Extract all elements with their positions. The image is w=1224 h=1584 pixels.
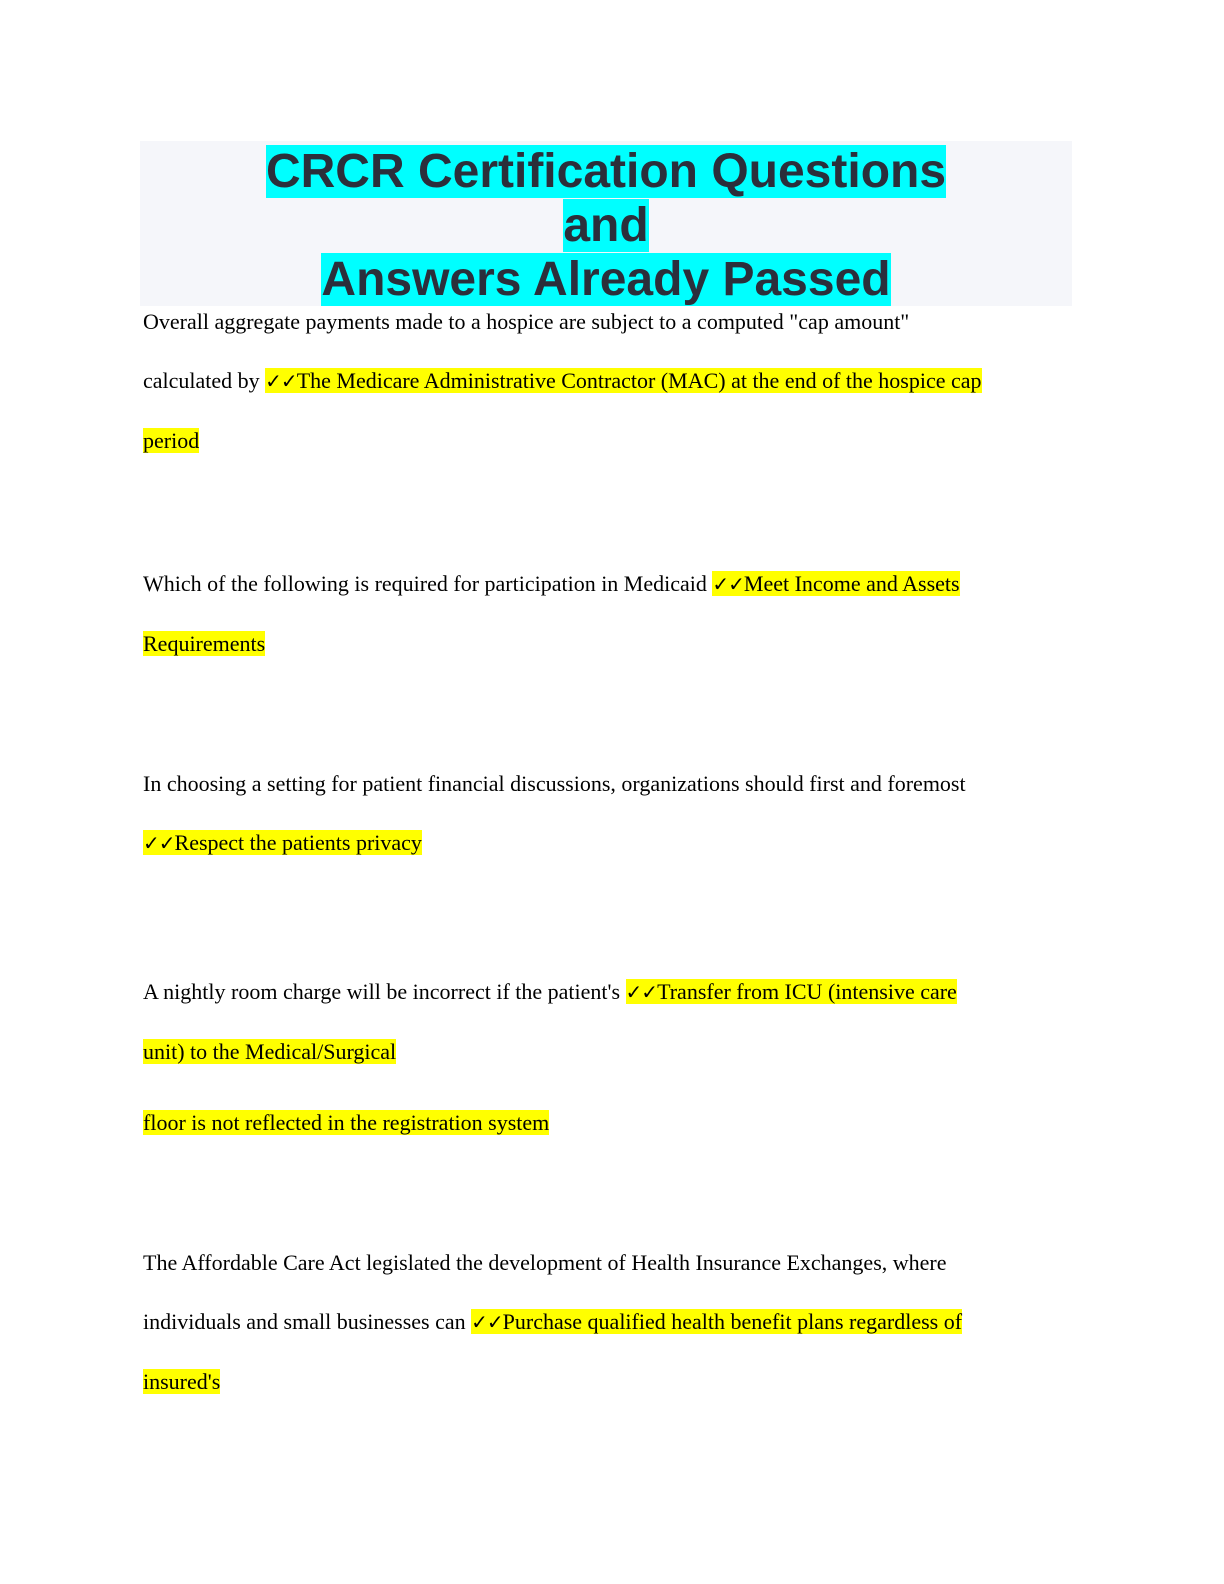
answer-text: The Medicare Administrative Contractor (MAC) at the end of the hospice cap <box>296 368 982 393</box>
answer-text: Requirements <box>143 631 266 656</box>
double-check-icon: ✓✓ <box>143 831 175 855</box>
title-banner <box>140 141 1072 306</box>
answer-line <box>143 1352 1063 1411</box>
question-line <box>143 351 1063 411</box>
double-check-icon: ✓✓ <box>471 1310 503 1334</box>
answer-text: unit) to the Medical/Surgical <box>143 1039 397 1064</box>
answer-line <box>143 1022 1063 1081</box>
answer-line <box>143 1093 1063 1152</box>
answer-highlight <box>143 830 422 855</box>
answer-text: Respect the patients privacy <box>174 830 422 855</box>
qa-item-2 <box>143 554 1063 673</box>
answer-highlight <box>626 979 957 1004</box>
qa-item-4 <box>143 962 1063 1152</box>
question-line <box>143 1292 1063 1352</box>
question-text: Overall aggregate payments made to a hospice are subject to a computed "cap amount" <box>143 309 910 334</box>
answer-text: Purchase qualified health benefit plans regardless of <box>502 1309 963 1334</box>
double-check-icon: ✓✓ <box>625 980 658 1004</box>
question-text: In choosing a setting for patient financial discussions, organizations should first and foremost <box>143 771 966 796</box>
question-text: individuals and small businesses can <box>143 1309 472 1334</box>
question-text: Which of the following is required for participation in Medicaid <box>143 571 713 596</box>
qa-item-1 <box>143 292 1063 470</box>
question-text: The Affordable Care Act legislated the development of Health Insurance Exchanges, where <box>143 1250 947 1275</box>
question-line <box>143 292 1063 351</box>
double-check-icon: ✓✓ <box>265 369 297 393</box>
qa-item-5 <box>143 1233 1063 1411</box>
answer-line <box>143 813 1063 873</box>
answer-text: Meet Income and Assets <box>743 571 960 596</box>
answer-text: floor is not reflected in the registration system <box>143 1110 550 1135</box>
answer-text: period <box>143 428 200 453</box>
question-line <box>143 1233 1063 1292</box>
answer-text: Transfer from ICU (intensive care <box>657 979 957 1004</box>
page-title-line-1: CRCR Certification Questions and <box>265 145 947 252</box>
page-title-line-2: Answers Already Passed <box>321 253 891 306</box>
question-line <box>143 962 1063 1022</box>
question-text: calculated by <box>143 368 266 393</box>
question-line <box>143 554 1063 614</box>
answer-highlight <box>265 368 981 393</box>
answer-highlight <box>712 571 959 596</box>
question-text: A nightly room charge will be incorrect if the patient's <box>143 979 626 1004</box>
qa-item-3 <box>143 754 1063 873</box>
answer-text: insured's <box>143 1369 221 1394</box>
answer-line <box>143 614 1063 673</box>
double-check-icon: ✓✓ <box>712 572 744 596</box>
question-line <box>143 754 1063 813</box>
answer-line <box>143 411 1063 470</box>
answer-highlight <box>471 1309 962 1334</box>
